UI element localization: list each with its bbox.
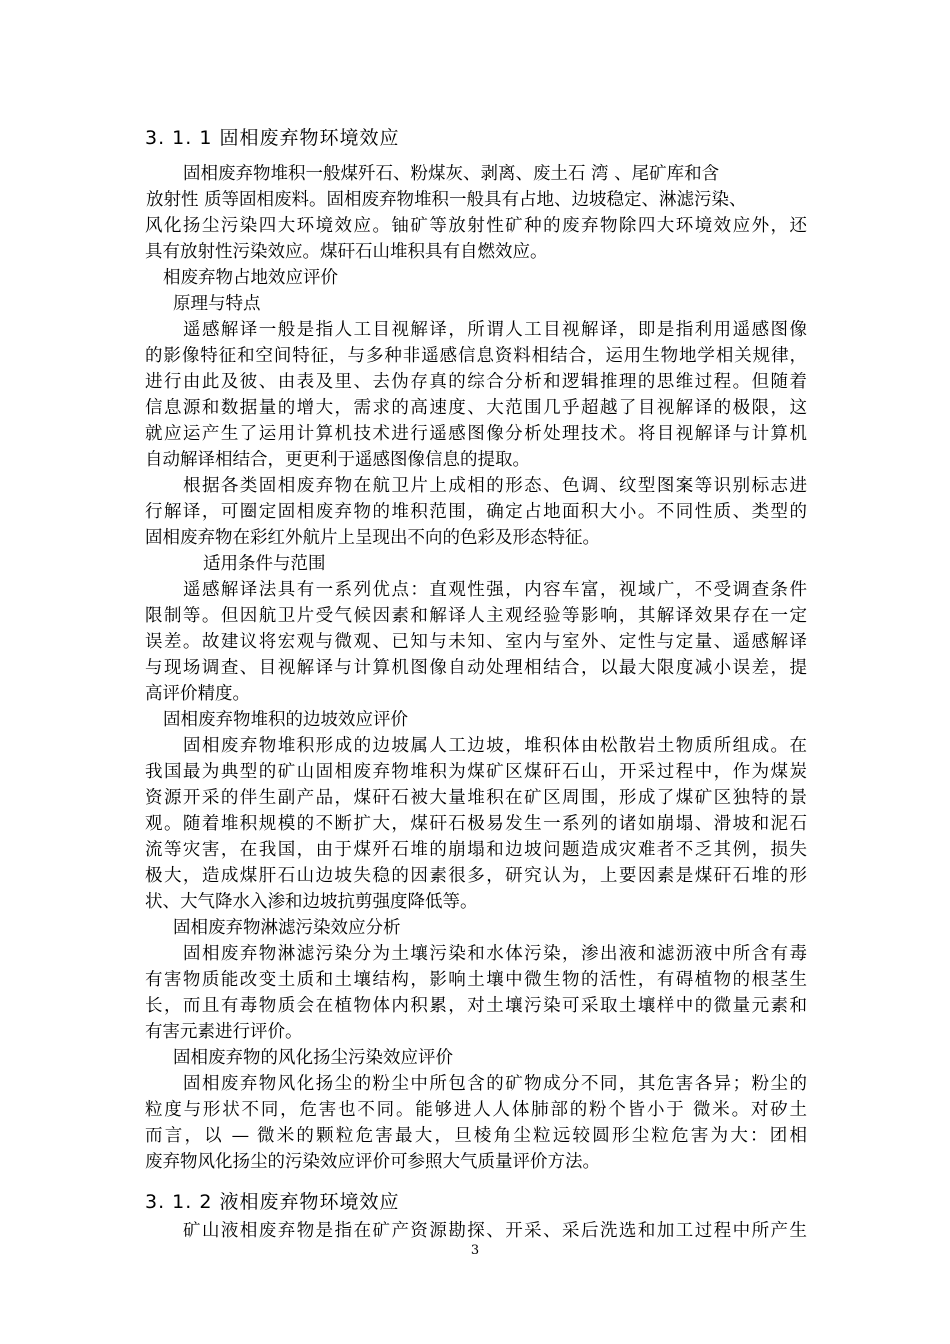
paragraph-line: 观。随着堆积规模的不断扩大，煤矸石极易发生一系列的诸如崩塌、滑坡和泥石 bbox=[145, 814, 807, 834]
paragraph-line: 而言，以 — 微米的颗粒危害最大，旦棱角尘粒远较圆形尘粒危害为大：团相 bbox=[145, 1126, 807, 1146]
paragraph-line: 矿山液相废弃物是指在矿产资源勘探、开采、采后洗选和加工过程中所产生 bbox=[183, 1221, 807, 1241]
section-heading-3-1-1: 3. 1. 1 固相废弃物环境效应 bbox=[145, 127, 400, 149]
paragraph-line: 固相废弃物堆积形成的边坡属人工边坡，堆积体由松散岩土物质所组成。在 bbox=[183, 736, 807, 756]
paragraph-line: 长，而且有毒物质会在植物体内积累，对土壤污染可采取土壤样中的微量元素和 bbox=[145, 996, 807, 1016]
paragraph-line: 有害物质能改变土质和土壤结构，影响土壤中微生物的活性，有碍植物的根茎生 bbox=[145, 970, 807, 990]
subheading: 固相废弃物淋滤污染效应分析 bbox=[173, 918, 401, 938]
paragraph-line: 固相废弃物风化扬尘的粉尘中所包含的矿物成分不同，其危害各异；粉尘的 bbox=[183, 1074, 807, 1094]
paragraph-line: 流等灾害，在我国，由于煤歼石堆的崩塌和边坡问题造成灾难者不乏其例，损失 bbox=[145, 840, 807, 860]
paragraph-line: 误差。故建议将宏观与微观、已知与未知、室内与室外、定性与定量、遥感解译 bbox=[145, 632, 807, 652]
paragraph-line: 有害元素进行评价。 bbox=[145, 1022, 303, 1042]
paragraph-line: 固相废弃物堆积一般煤歼石、粉煤灰、剥离、废土石 湾 、尾矿库和含 bbox=[183, 164, 720, 184]
paragraph-line: 风化扬尘污染四大环境效应。铀矿等放射性矿种的废弃物除四大环境效应外，还 bbox=[145, 216, 807, 236]
paragraph-line: 放射性 质等固相废料。固相废弃物堆积一般具有占地、边坡稳定、淋滤污染、 bbox=[146, 190, 747, 210]
paragraph-line: 根据各类固相废弃物在航卫片上成相的形态、色调、纹型图案等识别标志进 bbox=[183, 476, 807, 496]
paragraph-line: 行解译，可圈定固相废弃物的堆积范围，确定占地面积大小。不同性质、类型的 bbox=[145, 502, 807, 522]
paragraph-line: 高评价精度。 bbox=[145, 684, 250, 704]
paragraph-line: 自动解译相结合，更更利于遥感图像信息的提取。 bbox=[145, 450, 530, 470]
paragraph-line: 固相废弃物在彩红外航片上呈现出不向的色彩及形态特征。 bbox=[145, 528, 600, 548]
paragraph-line: 粒度与形状不同，危害也不同。能够进人人体肺部的粉个皆小于 微米。对矽土 bbox=[145, 1100, 807, 1120]
paragraph-line: 信息源和数据量的增大，需求的高速度、大范围几乎超越了目视解译的极限，这 bbox=[145, 398, 807, 418]
subheading: 固相废弃物的风化扬尘污染效应评价 bbox=[173, 1048, 453, 1068]
subheading: 相废弃物占地效应评价 bbox=[163, 268, 338, 288]
paragraph-line: 具有放射性污染效应。煤矸石山堆积具有自燃效应。 bbox=[145, 242, 548, 262]
subheading: 原理与特点 bbox=[173, 294, 261, 314]
page-number: 3 bbox=[470, 1243, 480, 1258]
paragraph-line: 限制等。但因航卫片受气候因素和解译人主观经验等影响，其解译效果存在一定 bbox=[145, 606, 807, 626]
paragraph-line: 资源开采的伴生副产品，煤矸石被大量堆积在矿区周围，形成了煤矿区独特的景 bbox=[145, 788, 807, 808]
paragraph-line: 与现场调查、目视解译与计算机图像自动处理相结合，以最大限度减小误差，提 bbox=[145, 658, 807, 678]
paragraph-line: 的影像特征和空间特征，与多种非遥感信息资料相结合，运用生物地学相关规律， bbox=[145, 346, 807, 366]
paragraph-line: 固相废弃物淋滤污染分为土壤污染和水体污染，渗出液和滤沥液中所含有毒 bbox=[183, 944, 807, 964]
section-heading-3-1-2: 3. 1. 2 液相废弃物环境效应 bbox=[145, 1191, 400, 1213]
paragraph-line: 遥感解译法具有一系列优点：直观性强，内容车富，视域广，不受调查条件 bbox=[183, 580, 807, 600]
paragraph-line: 进行由此及彼、由表及里、去伪存真的综合分析和逻辑推理的思维过程。但随着 bbox=[145, 372, 807, 392]
paragraph-line: 我国最为典型的矿山固相废弃物堆积为煤矿区煤矸石山，开采过程中，作为煤炭 bbox=[145, 762, 807, 782]
paragraph-line: 就应运产生了运用计算机技术进行遥感图像分析处理技术。将目视解译与计算机 bbox=[145, 424, 807, 444]
subheading: 固相废弃物堆积的边坡效应评价 bbox=[163, 710, 408, 730]
paragraph-line: 废弃物风化扬尘的污染效应评价可参照大气质量评价方法。 bbox=[145, 1152, 600, 1172]
paragraph-line: 极大，造成煤肝石山边坡失稳的因素很多，研究认为，上要因素是煤矸石堆的形 bbox=[145, 866, 807, 886]
paragraph-line: 遥感解译一般是指人工目视解译，所谓人工目视解译，即是指利用遥感图像 bbox=[183, 320, 807, 340]
paragraph-line: 状、大气降水入渗和边坡抗剪强度降低等。 bbox=[145, 892, 478, 912]
subheading: 适用条件与范围 bbox=[203, 554, 326, 574]
